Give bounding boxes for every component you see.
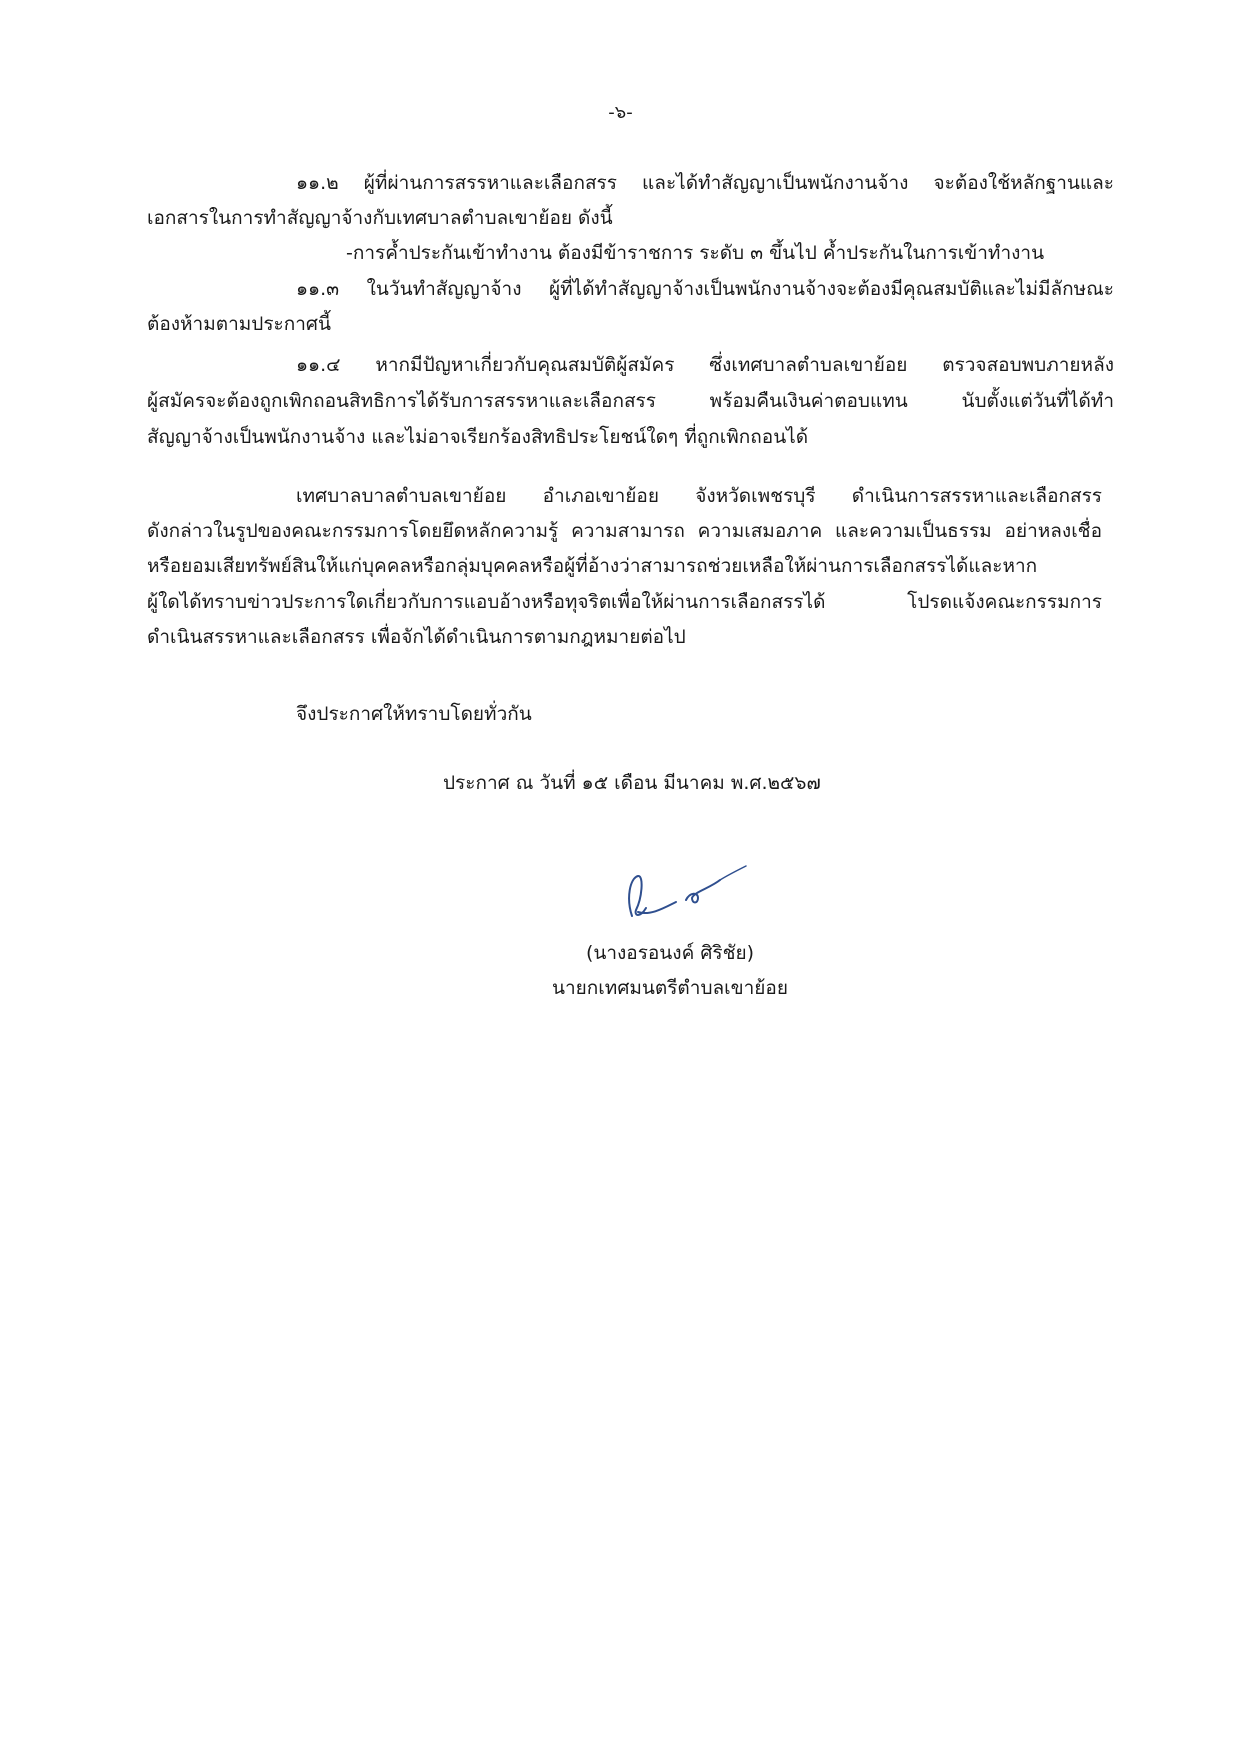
statement-line-1: เทศบาลบาลตำบลเขาย้อย อำเภอเขาย้อย จังหวัดเพชรบุรี ดำเนินการสรรหาและเลือกสรร [296,485,1102,507]
clause-11-4-line-2: ผู้สมัครจะต้องถูกเพิกถอนสิทธิการได้รับการสรรหาและเลือกสรร พร้อมคืนเงินค่าตอบแทน นับตั้งแต่วันที่ได้ทำ [147,390,1114,412]
closing-text: จึงประกาศให้ทราบโดยทั่วกัน [296,703,532,725]
clause-11-3-line-1: ๑๑.๓ ในวันทำสัญญาจ้าง ผู้ที่ได้ทำสัญญาจ้างเป็นพนักงานจ้างจะต้องมีคุณสมบัติและไม่มีลักษณะ [296,278,1114,300]
clause-11-2-line-3: -การค้ำประกันเข้าทำงาน ต้องมีข้าราชการ ระดับ ๓ ขึ้นไป ค้ำประกันในการเข้าทำงาน [346,242,1045,264]
clause-11-2-line-2: เอกสารในการทำสัญญาจ้างกับเทศบาลตำบลเขาย้อย ดังนี้ [147,207,613,229]
clause-11-2-line-1: ๑๑.๒ ผู้ที่ผ่านการสรรหาและเลือกสรร และได้ทำสัญญาเป็นพนักงานจ้าง จะต้องใช้หลักฐานและ [296,172,1114,194]
page-number: -๖- [608,102,633,123]
statement-line-4: ผู้ใดได้ทราบข่าวประการใดเกี่ยวกับการแอบอ้างหรือทุจริตเพื่อให้ผ่านการเลือกสรรได้ โปรดแจ้งคณะกรรมการ [147,591,1102,613]
signer-name: (นางอรอนงค์ ศิริชัย) [585,942,755,964]
statement-line-2: ดังกล่าวในรูปของคณะกรรมการโดยยึดหลักความรู้ ความสามารถ ความเสมอภาค และความเป็นธรรม อย่าหลงเชื่อ [147,520,1102,542]
statement-line-3: หรือยอมเสียทรัพย์สินให้แก่บุคคลหรือกลุ่มบุคคลหรือผู้ที่อ้างว่าสามารถช่วยเหลือให้ผ่านการเลือกสรรได้และหาก [147,555,1038,577]
signer-position: นายกเทศมนตรีตำบลเขาย้อย [552,977,788,999]
announcement-date: ประกาศ ณ วันที่ ๑๕ เดือน มีนาคม พ.ศ.๒๕๖๗ [443,772,821,794]
signature [620,858,770,938]
clause-11-4-line-1: ๑๑.๔ หากมีปัญหาเกี่ยวกับคุณสมบัติผู้สมัคร ซึ่งเทศบาลตำบลเขาย้อย ตรวจสอบพบภายหลัง [296,354,1114,376]
statement-line-5: ดำเนินสรรหาและเลือกสรร เพื่อจักได้ดำเนินการตามกฎหมายต่อไป [147,626,686,648]
clause-11-4-line-3: สัญญาจ้างเป็นพนักงานจ้าง และไม่อาจเรียกร้องสิทธิประโยชน์ใดๆ ที่ถูกเพิกถอนได้ [147,426,809,448]
clause-11-3-line-2: ต้องห้ามตามประกาศนี้ [147,313,331,335]
signature-ink [620,858,770,938]
